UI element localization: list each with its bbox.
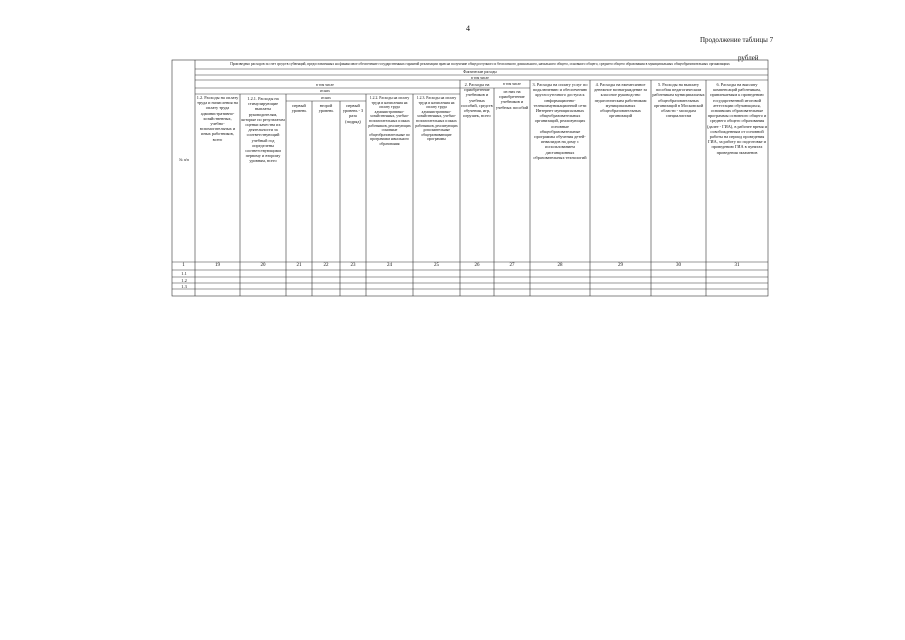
- column-header-23: первый уровень - 3 раза (подряд): [342, 103, 364, 124]
- column-number: 20: [260, 263, 266, 268]
- of-which-header: в том числе: [471, 76, 489, 80]
- column-number: 19: [215, 263, 220, 268]
- column-number: 21: [296, 263, 302, 268]
- table-row: 1.3: [181, 284, 187, 289]
- table-row: 1.2: [181, 278, 187, 283]
- column-header-29: 4. Расходы на ежемесячное денежное вознаграждение за классное руководство педагогическим работникам муниципальных общеобразовательных организаций: [594, 82, 647, 119]
- table-row: 1.1: [181, 271, 187, 276]
- column-number: 31: [734, 263, 740, 268]
- of-them-header-2: из них: [321, 96, 331, 100]
- column-number: 24: [387, 263, 392, 268]
- top-header: Произведено расходов за счет средств субвенций, предоставленных на финансовое обеспечение государственных гарантий реализации прав на получение общедоступного и бесплатного дошкольного, начального общего, основного общего, среднего общего образования в муниципальных общеобразовательных организациях: [230, 62, 730, 66]
- page-number: 4: [466, 24, 470, 33]
- row-number-header: № п/п: [179, 158, 189, 162]
- column-header-28: 3. Расходы на оплату услуг по подключению и обеспечению круглосуточного доступа к информационно-телекоммуникационной сети Интернет муниципальных общеобразовательных организаций, реализующих основные общеобразовательные программы обучения детей-инвалидов на дому с использованием дистанционных образовательных технологий: [532, 82, 588, 160]
- column-number: 29: [618, 263, 623, 268]
- of-them-header: из них: [320, 89, 330, 93]
- continuation-label: Продолжение таблицы 7: [700, 36, 774, 44]
- column-header-22: второй уровень: [318, 103, 334, 114]
- column-header-27: из них на приобретение учебников и учебных пособий: [495, 89, 529, 110]
- column-header-25: 1.2.3. Расходы на оплату труда и начисления на оплату труда административно-хозяйственных, учебно-вспомогательных и иных работников, реализующих дополнительные общеразвивающие программы: [415, 96, 458, 142]
- column-number: 25: [434, 263, 439, 268]
- column-header-30: 5. Расходы на выплату пособия педагогическим работникам муниципальных общеобразовательных организаций в Московской области - молодым специалистам: [652, 82, 705, 119]
- column-number: 28: [557, 263, 563, 268]
- actual-expenses-header: Фактические расходы: [463, 70, 497, 74]
- column-header-21: первый уровень: [291, 103, 307, 114]
- column-header-20: 1.2.1. Расходы на стимулирующие выплаты руководителям, которые по результатам оценки качества их деятельности за соответствующий учебный год определены соответствующими первому и второму уровням, всего: [241, 96, 285, 164]
- column-number: 27: [509, 263, 515, 268]
- column-header-26: 2. Расходы на приобретение учебников и учебных пособий, средств обучения, игр, игрушек, всего: [461, 82, 493, 119]
- of-which-header-2: в том числе: [316, 83, 334, 87]
- column-number: 22: [323, 263, 329, 268]
- column-number: 23: [350, 263, 356, 268]
- column-header-19: 1.2. Расходы на оплату труда и начисления на оплату труда административно-хозяйственных, учебно-вспомогательных и иных работников, всего: [196, 95, 239, 142]
- of-which-header-3: в том числе: [503, 82, 521, 86]
- column-number: 30: [676, 263, 681, 268]
- column-header-24: 1.2.2. Расходы на оплату труда и начисления на оплату труда административно-хозяйственных, учебно-вспомогательных и иных работников, реализующих основные общеобразовательные по программам начального образования: [368, 96, 411, 146]
- column-number: 26: [474, 263, 480, 268]
- column-number: 1: [182, 263, 185, 268]
- column-header-31: 6. Расходы на выплату компенсаций работникам, привлекаемым к проведению государственной итоговой аттестации обучающихся, освоивших образовательные программы основного общего и среднего общего образования (далее - ГИА), в рабочее время и освобожденным от основной работы на период проведения ГИА, за работу по подготовке и проведению ГИА в пунктах проведения экзаменов: [707, 82, 767, 155]
- currency-label: рублей: [738, 54, 759, 62]
